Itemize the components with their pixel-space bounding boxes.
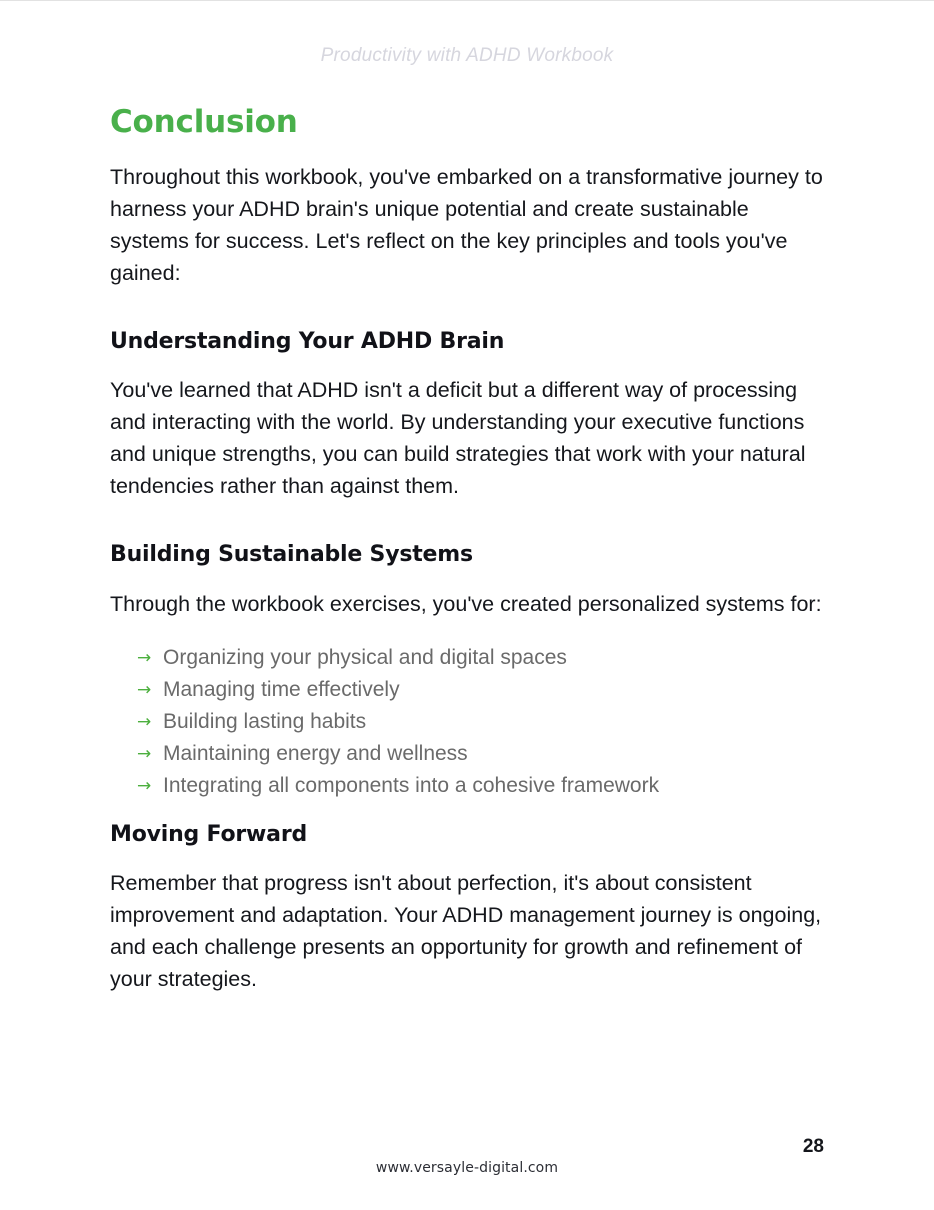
arrow-right-icon: → <box>137 743 152 764</box>
list-item <box>137 642 826 674</box>
spacer <box>110 802 826 822</box>
section-heading-understanding-your-adhd-brain: Understanding Your ADHD Brain <box>110 329 505 355</box>
chapter-title: Conclusion <box>110 104 298 140</box>
arrow-right-icon: → <box>137 711 152 732</box>
spacer <box>110 315 826 329</box>
section-paragraph-building-sustainable-systems: Through the workbook exercises, you've created personalized systems for: <box>110 591 822 616</box>
page-content <box>110 105 826 1021</box>
section-heading-moving-forward: Moving Forward <box>110 821 308 847</box>
systems-list <box>110 642 826 802</box>
spacer <box>110 528 826 542</box>
list-item <box>137 706 826 738</box>
running-header-title: Productivity with ADHD Workbook <box>320 45 614 66</box>
section-paragraph-moving-forward: Remember that progress isn't about perfection, it's about consistent improvement and adaptation. Your ADHD management journey is ongoing, and each challenge presents an opportunity for growth and refinement of your strategies. <box>110 870 822 991</box>
list-item <box>137 770 826 802</box>
arrow-right-icon: → <box>137 679 152 700</box>
list-item-label: Managing time effectively <box>163 677 400 701</box>
list-item <box>137 674 826 706</box>
list-item <box>137 738 826 770</box>
page-number: 28 <box>802 1136 824 1157</box>
arrow-right-icon: → <box>137 647 152 668</box>
section-heading-building-sustainable-systems: Building Sustainable Systems <box>110 542 473 568</box>
list-item-label: Organizing your physical and digital spaces <box>163 645 567 669</box>
arrow-right-icon: → <box>137 775 152 796</box>
section-paragraph-understanding-your-adhd-brain: You've learned that ADHD isn't a deficit but a different way of processing and interacting with the world. By understanding your executive functions and unique strengths, you can build strategies that work with your natural tendencies rather than against them. <box>110 378 806 499</box>
list-item-label: Integrating all components into a cohesive framework <box>163 773 660 797</box>
list-item-label: Maintaining energy and wellness <box>163 741 468 765</box>
intro-paragraph: Throughout this workbook, you've embarked on a transformative journey to harness your ADHD brain's unique potential and create sustainable systems for success. Let's reflect on the key principles and tools you've gained: <box>110 165 823 286</box>
list-item-label: Building lasting habits <box>163 709 367 733</box>
footer-website-url: www.versayle-digital.com <box>375 1160 559 1176</box>
